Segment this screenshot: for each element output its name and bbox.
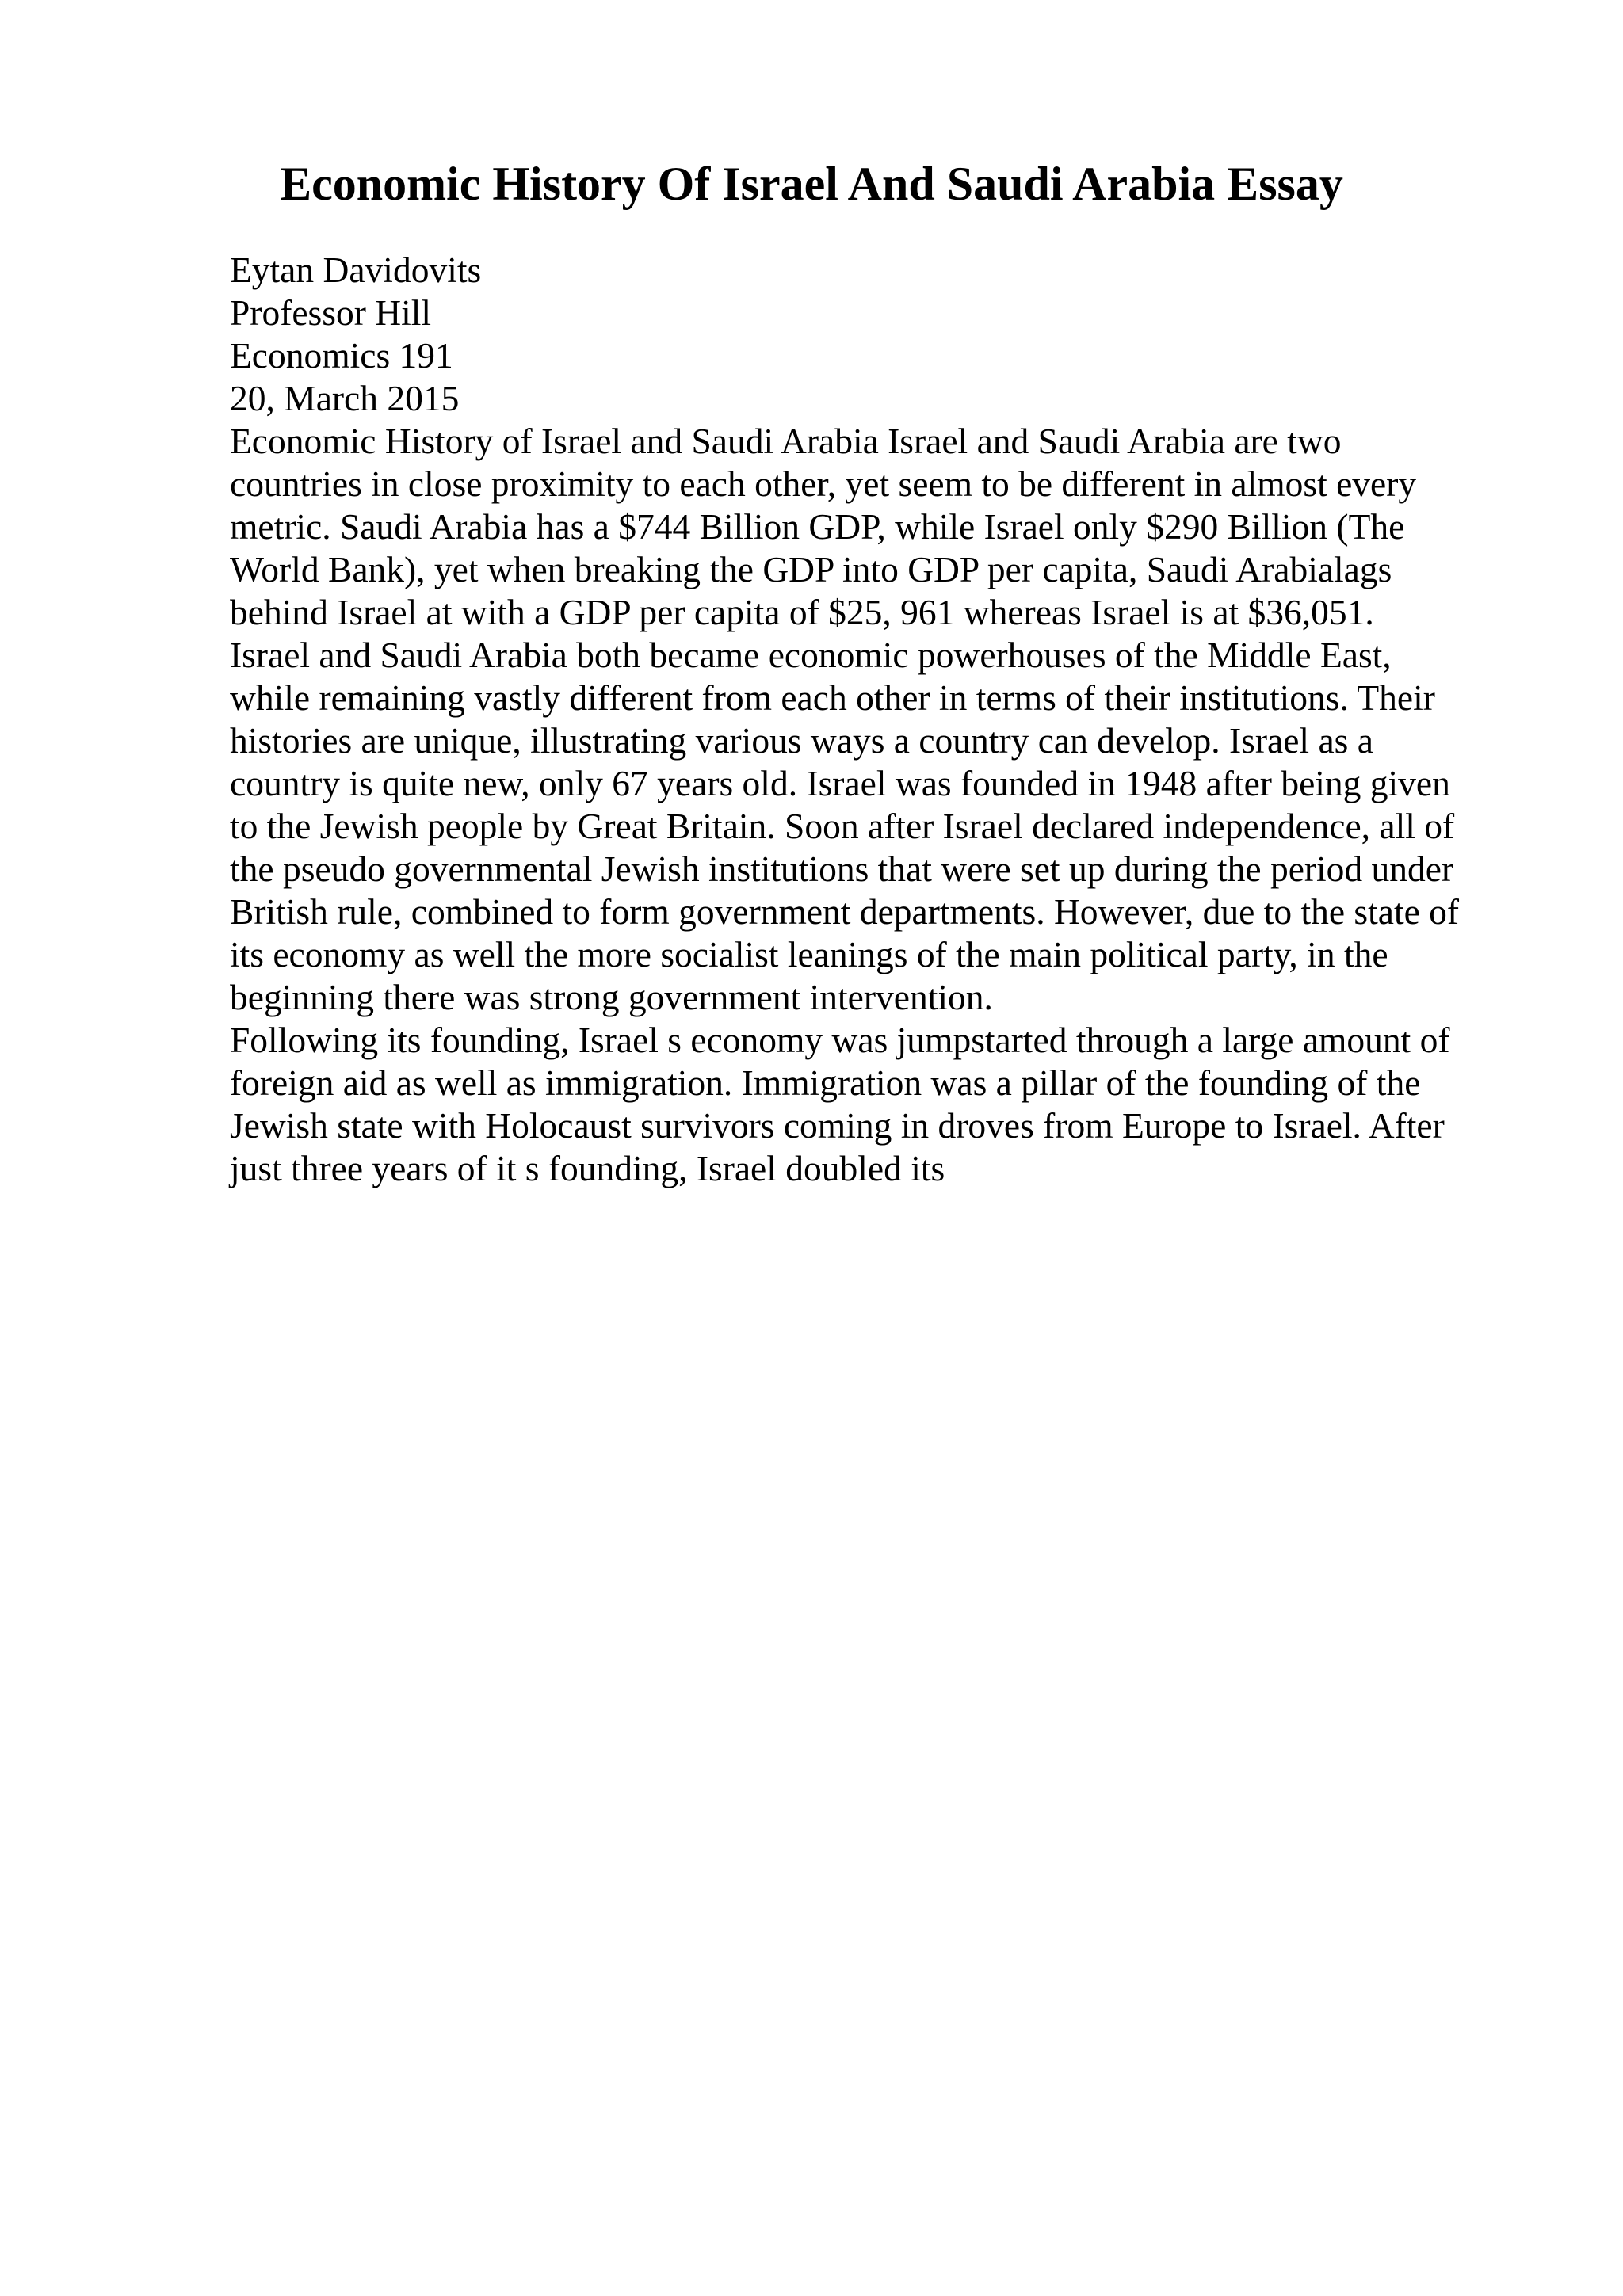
body-text-line: metric. Saudi Arabia has a $744 Billion GDP, while Israel only $290 Billion (The	[230, 506, 1405, 547]
body-text-line: beginning there was strong government intervention.	[230, 977, 993, 1017]
date-line: 20, March 2015	[230, 378, 460, 418]
body-text-line: Jewish state with Holocaust survivors coming in droves from Europe to Israel. After	[230, 1105, 1445, 1146]
body-text-line: behind Israel at with a GDP per capita of $25, 961 whereas Israel is at $36,051.	[230, 592, 1374, 632]
body-text-line: British rule, combined to form government departments. However, due to the state of	[230, 891, 1460, 932]
body-text-line: its economy as well the more socialist leanings of the main political party, in the	[230, 934, 1388, 974]
body-text-line: Economic History of Israel and Saudi Arabia Israel and Saudi Arabia are two	[230, 421, 1342, 461]
body-text-line: World Bank), yet when breaking the GDP into GDP per capita, Saudi Arabialags	[230, 549, 1392, 589]
body-text-line: the pseudo governmental Jewish institutions that were set up during the period under	[230, 849, 1454, 889]
author-line: Eytan Davidovits	[230, 250, 482, 290]
course-line: Economics 191	[230, 335, 453, 376]
body-text-line: country is quite new, only 67 years old. Israel was founded in 1948 after being given	[230, 763, 1450, 803]
document-title: Economic History Of Israel And Saudi Arabia Essay	[280, 158, 1343, 210]
body-text-line: just three years of it s founding, Israel doubled its	[230, 1148, 945, 1188]
body-text-line: Following its founding, Israel s economy was jumpstarted through a large amount of	[230, 1020, 1450, 1060]
body-text-line: histories are unique, illustrating various ways a country can develop. Israel as a	[230, 720, 1373, 761]
body-text-line: to the Jewish people by Great Britain. Soon after Israel declared independence, all of	[230, 806, 1455, 846]
body-text-line: foreign aid as well as immigration. Immigration was a pillar of the founding of the	[230, 1062, 1421, 1103]
body-text-line: countries in close proximity to each other, yet seem to be different in almost every	[230, 463, 1417, 504]
body-text-line: Israel and Saudi Arabia both became economic powerhouses of the Middle East,	[230, 635, 1392, 675]
professor-line: Professor Hill	[230, 292, 432, 333]
body-text-line: while remaining vastly different from each other in terms of their institutions. Their	[230, 677, 1435, 718]
